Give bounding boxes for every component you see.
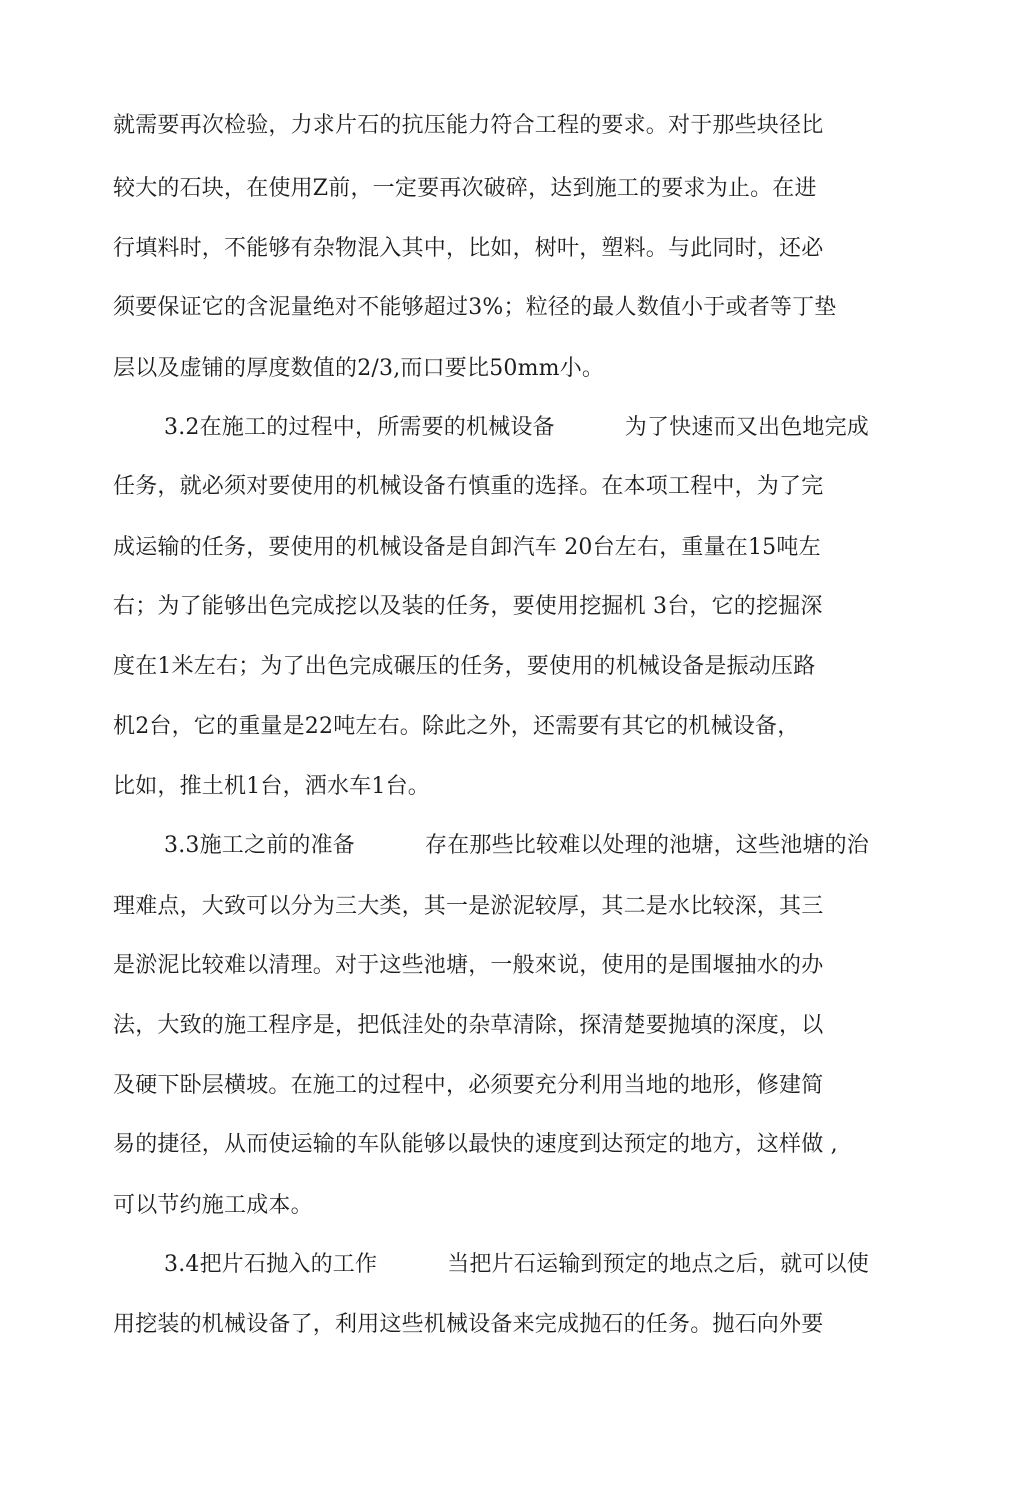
paragraph-line: 法，大致的施工程序是，把低洼处的杂草清除，探清楚要抛填的深度，以 (113, 1013, 824, 1038)
paragraph-line: 是淤泥比较难以清理。对于这些池塘，一般來说，使用的是围堰抽水的办 (113, 953, 824, 978)
section-3-2-first-line (164, 408, 869, 448)
section-3-3-first-line (164, 826, 869, 866)
section-heading: 3.4把片石抛入的工作 (164, 1252, 378, 1277)
paragraph-line: 比如，推土机1台，洒水车1台。 (113, 774, 430, 799)
paragraph-line: 须要保证它的含泥量绝对不能够超过3%；粒径的最人数值小于或者等丁垫 (113, 295, 837, 320)
section-3-4-first-line (164, 1245, 869, 1285)
paragraph-line: 层以及虚铺的厚度数值的2/3,而口要比50mm小。 (113, 356, 605, 381)
paragraph-line: 任务，就必须对要使用的机械设备冇慎重的选择。在本项工程中，为了完 (113, 474, 824, 499)
paragraph-line: 及硬下卧层横坡。在施工的过程中，必须要充分利用当地的地形，修建简 (113, 1073, 824, 1098)
paragraph-line: 行填料时，不能够有杂物混入其中，比如，树叶，塑料。与此同时，还必 (113, 236, 824, 261)
section-heading: 3.2在施工的过程中，所需要的机械设备 (164, 415, 555, 440)
paragraph-line: 较大的石块，在使用Z前，一定要再次破碎，达到施工的要求为止。在进 (113, 176, 817, 201)
paragraph-line: 度在1米左右；为了出色完成碾压的任务，要使用的机械设备是振动压路 (113, 654, 816, 679)
paragraph-line: 理难点，大致可以分为三大类，其一是淤泥较厚，其二是水比较深，其三 (113, 894, 824, 919)
paragraph-line: 机2台，它的重量是22吨左右。除此之外，还需要有其它的机械设备， (113, 714, 800, 739)
paragraph-line: 成运输的任务，要使用的机械设备是自卸汽车 20台左右，重量在15吨左 (113, 535, 821, 560)
section-text: 存在那些比较难以处理的池塘，这些池塘的治 (425, 833, 870, 858)
paragraph-line: 可以节约施工成本。 (113, 1193, 313, 1218)
section-heading: 3.3施工之前的准备 (164, 833, 355, 858)
section-text: 当把片石运输到预定的地点之后，就可以使 (447, 1252, 870, 1277)
paragraph-line: 就需要再次检验，力求片石的抗压能力符合工程的要求。对于那些块径比 (113, 113, 824, 138)
paragraph-line: 用挖装的机械设备了，利用这些机械设备来完成抛石的任务。抛石向外要 (113, 1312, 824, 1337)
section-text: 为了快速而又出色地完成 (624, 415, 869, 440)
paragraph-line: 右；为了能够出色完成挖以及装的任务，要使用挖掘机 3台，它的挖掘深 (113, 594, 823, 619)
paragraph-line: 易的捷径，从而使运输的车队能够以最快的速度到达预定的地方，这样做 , (113, 1132, 838, 1157)
